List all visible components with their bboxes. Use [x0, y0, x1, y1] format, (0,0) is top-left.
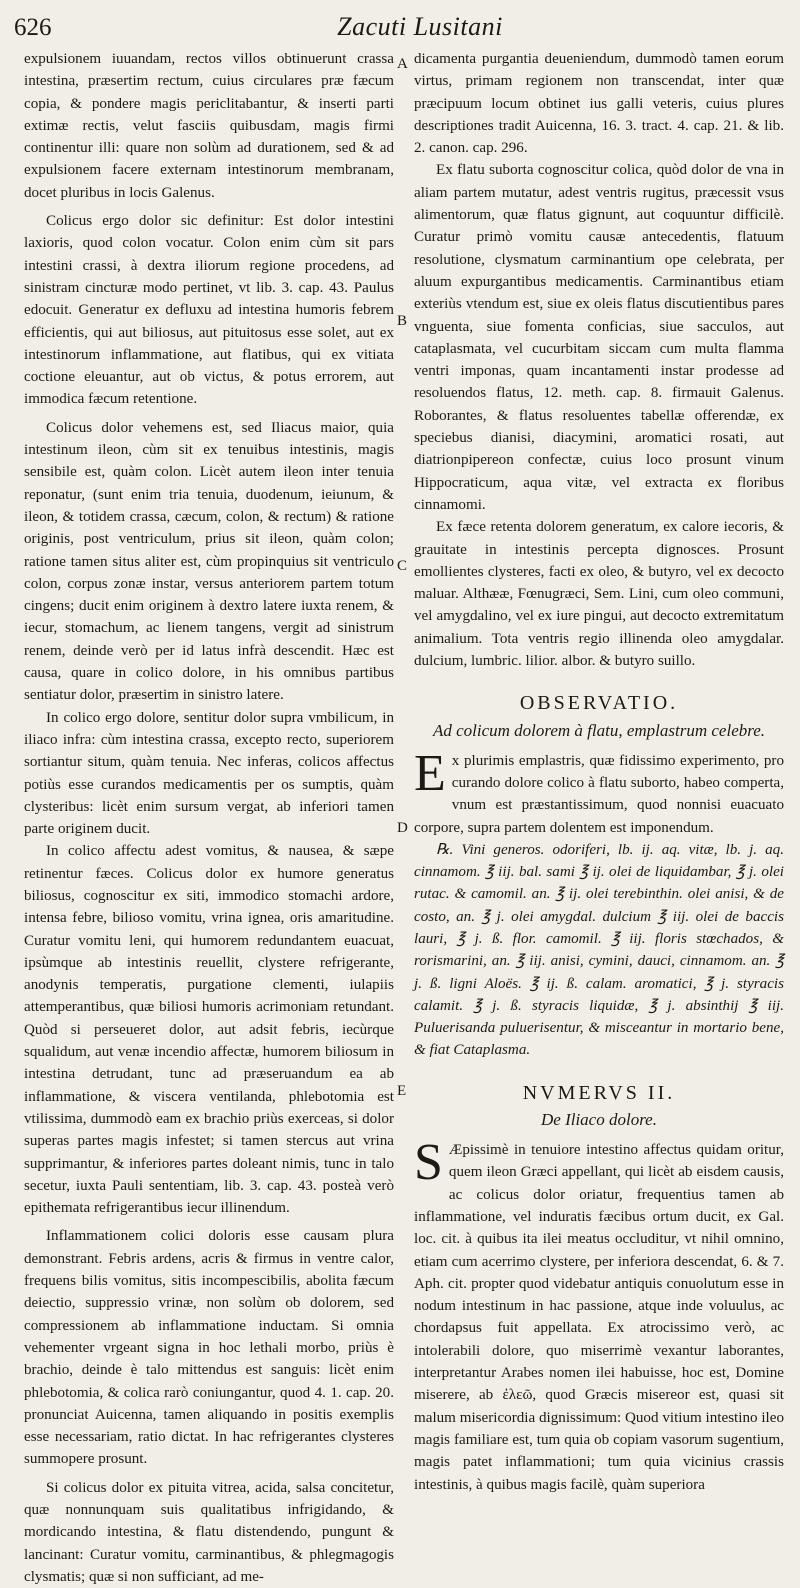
- left-paragraph-2: Colicus ergo dolor sic definitur: Est dolor intestini laxioris, quod colon vocatur. Colon enim cùm sit pars intestini crassi, à dextra iliorum regione procedens, ad sinistram cincturæ modo pertinet, vt lib. 3. cap. 43. Paulus edocuit. Generatur ex defluxu ad intestina humoris febrem efficientis, qui aut biliosus, aut pituitosus esse solet, aut ex intestinorum inflammatione, aut flatibus, qui ex vitiata coctione eleuantur, aut ob victus, & potus errorem, aut immodica fæcum retentione.: [24, 213, 394, 408]
- margin-letter-e: E: [397, 1083, 407, 1099]
- recipe-paragraph: ℞. Vini generos. odoriferi, lb. ij. aq. vitæ, lb. j. aq. cinnamom. ℥ iij. bal. sami ℥ ij. olei de liquidambar, ℥ j. olei rutac. & camomil. an. ℥ ij. olei terebinthin. olei anisi, & de costo, an. ℥ j. olei amygdal. dulcium ℥ iij. olei de baccis lauri, ℥ j. ß. flor. camomil. ℥ iij. floris stœchados, & rorismarini, an. ℥ iij. anisi, cymini, dauci, cinnamom. an. ℥ j. ß. ligni Aloës. ℥ ij. ß. calam. aromatici, ℥ j. styracis calamit. ℥ j. ß. styracis liquidæ, ℥ j. absinthij ℥ iij. Puluerisanda puluerisentur, & misceantur in mortario bene, & fiat Cataplasma.: [414, 841, 784, 1059]
- numerus-text: Æpissimè in tenuiore intestino affectus quidam oritur, quem ileon Græci appellant, qui licèt ab eisdem causis, ac colicus dolor oriatur, frequentius tamen ab inflammatione, vel induratis fæcibus ortum ducit, ex Gal. loc. cit. à quibus ita ilei meatus occluditur, vt nihil omnino, etiam cum acerrimo clystere, per inferiora descendat, 6. & 7. Aph. cit. propter quod videbatur antiquis conuolutum esse in nodum intestinum in hac passione, atque inde voluulus, ac chordapsus fuit appellata. Ex atrocissimo verò, ac intolerabili dolore, quo miserrimè vexantur laborantes, interpretantur Arabes nomen ilei habuisse, hoc est, Domine miserere, ab ἐλεῶ, quod Græcis misereor est, quasi sit malum misericordia dignissimum: Quod vitium intestino ileo magis familiare est, tum quia ob copiam vasorum sugentium, magis patet inflammationi; tum quia vicinius crassis intestinis, à quibus magis facilè, quàm superiora: [414, 1142, 784, 1493]
- left-paragraph-3: Colicus dolor vehemens est, sed Iliacus maior, quia intestinum ileon, cùm sit ex tenuibus intestinis, magis sensibile est, quàm colon. Licèt autem ileon inter tenuia reponatur, (sunt enim tria tenuia, duodenum, ieiunum, & ileon, & totidem crassa, cæcum, colon, & rectum) & ratione originis, post ventriculum, prius sit ileon, quàm colon; ratione tamen situs aliter est, cùm propinquius sit ventriculo colon, corpus zonæ instar, versus anteriorem partem totum cingens; ducit enim originem à dextro latere iuxta renem, & iecur, stomachum, ac lienem tangens, vergit ad sinistrum renem, deinde verò per id latus infrà descendit. Hæc est causa, quare in colico dolore, in his omnibus partibus sentiatur dolor, præsertim in sinistro latere.: [24, 419, 394, 704]
- right-paragraph-1: dicamenta purgantia deueniendum, dummodò tamen eorum virtus, primam regionem non transcendat, inter quæ præcipuum locum obtinet ius galli veteris, cuius plures descriptiones tradit Auicenna, 16. 3. tract. 4. cap. 21. & lib. 2. canon. cap. 296.: [414, 51, 784, 157]
- page-header: [0, 0, 800, 48]
- observatio-dropcap: E: [414, 744, 446, 802]
- observatio-subtitle: Ad colicum dolorem à flatu, emplastrum celebre.: [432, 720, 766, 740]
- left-paragraph-4: In colico ergo dolore, sentitur dolor supra vmbilicum, in iliaco infra: cùm intestina crassa, excepto recto, superiorem sortiantur situm, quàm tenuia. Nec inferas, colicos affectus potiùs esse curandos medicamentis per os sumptis, quàm clysteribus: licèt enim sursum vergat, ab inferiori tamen parte originem ducit.: [24, 709, 394, 838]
- left-paragraph-6: Inflammationem colici doloris esse causam plura demonstrant. Febris ardens, acris & firmus in ventre calor, frequens bilis vomitus, sitis incompescibilis, abolita fæcum deiectio, suppressio vrinæ, non solùm ob dolorem, sed compressionem ab inflammatione inductam. Si omnia vehementer vrgeant signa in hoc lethali morbo, priùs è brachio, deinde è talo mittendus est sanguis: licèt enim phlebotomia, & colica rarò coniungantur, quod 4. 1. cap. 20. pronunciat Auicenna, tamen aliquando in positis exemplis esse necessariam, ratio dictat. In hac refrigerantes clysteres summopere prosunt.: [24, 1228, 394, 1468]
- running-title: Zacuti Lusitani: [337, 12, 503, 41]
- margin-letter-d: D: [397, 820, 408, 836]
- observatio-text: x plurimis emplastris, quæ fidissimo experimento, pro curando dolore colico à flatu suborto, habeo comperta, vnum est præstantissimum, quod nonnisi euacuato corpore, supra partem dolentem est imponendum.: [414, 752, 784, 836]
- numerus-paragraph: [414, 1134, 784, 1496]
- right-paragraph-3: Ex fæce retenta dolorem generatum, ex calore iecoris, & grauitate in intestinis percepta dignosces. Prosunt emollientes clysteres, facti ex oleo, & butyro, vel ex decocto maluar. Althææ, Fœnugræci, Sem. Lini, cum oleo communi, vel amygdalino, vel ex iure pingui, aut decocto extremitatum animalium. Tota ventris regio illinenda oleo amygdalar. dulcium, lumbric. lilior. albor. & butyro suillo.: [414, 519, 784, 670]
- left-paragraph-7: Si colicus dolor ex pituita vitrea, acida, salsa concitetur, quæ nonnunquam suis qualitatibus infrigidando, & mordicando intestina, & flatu distendendo, pungunt & lancinant: Curatur vomitu, carminantibus, & phlegmagogis clysmatis; quæ si non sufficiant, ad me-: [24, 1479, 394, 1585]
- observatio-heading: OBSERVATIO.: [519, 692, 679, 715]
- margin-letter-a: A: [397, 56, 408, 72]
- right-column: [414, 48, 784, 1496]
- margin-letter-c: C: [397, 558, 408, 574]
- left-paragraph-5: In colico affectu adest vomitus, & nausea, & sæpe retinentur fæces. Colicus dolor ex humore generatus biliosus, cognoscitur ex siti, immodico stomachi ardore, intensa febre, bilioso vomitu, vrina ignea, oris amaritudine. Curatur vomitu leni, qui humorem redundantem euacuat, ipsùmque ab intestinis reuellit, clystere refrigerante, anodynis temperatis, purgatione clementi, iulapiis attemperantibus, quæ biliosi humoris acrimoniam retundant. Quòd si perseueret dolor, aut adsit febris, iecùrque squalidum, aut venæ incendio affectæ, humorem biliosum in intestina detrudant, tunc ad præseruandum ea ab inflammatione, & viscera ventilanda, phlebotomia est vtilissima, dummodò eam ex brachio priùs exerceas, si dolor superas partes magis infestet; si tamen stercus aut vrina supprimantur, & inferiores partes doleant nimis, tunc in talo secetur, iuxta Pauli sententiam, lib. 3. cap. 43. posteà verò epithemata refrigerantibus iecur illinendum.: [24, 843, 394, 1217]
- left-paragraph-1: expulsionem iuuandam, rectos villos obtinuerunt crassa intestina, præsertim rectum, cuius circulares præ fæcum copia, & pondere magis periclitabantur, & inserti parti extimæ rectis, velut fasciis quibusdam, magis firmi continentur illi: quare non solùm ad durationem, sed & ad expulsionem facere externam intestinorum membranam, docet pluribus in locis Galenus.: [24, 51, 394, 201]
- left-column: [24, 48, 394, 1588]
- observatio-paragraph: [414, 744, 784, 839]
- numerus-dropcap: S: [414, 1134, 443, 1192]
- numerus-heading: NVMERVS II.: [522, 1081, 676, 1104]
- numerus-subtitle: De Iliaco dolore.: [541, 1110, 657, 1130]
- right-paragraph-2: Ex flatu suborta cognoscitur colica, quòd dolor de vna in aliam partem mutatur, adest ventris rugitus, præcessit vsus alimentorum, quæ flatus gignunt, aut coquuntur difficilè. Curatur primò vomitu causæ antecedentis, flatuum resolutione, clysmatum carminantium ope celebrata, per aluum expurgantibus medicamentis. Carminantibus etiam exteriùs vtendum est, siue ex oleis flatus discutientibus pares vnguenta, siue fomenta conficias, siue sacculos, aut cataplasmata, vel cucurbitam siccam cum multa flamma ventri imponas, quam incantamenti instar prodesse ad resoluendos flatus, 12. meth. cap. 8. firmauit Galenus. Roborantes, & flatus resoluentes tabellæ offerendæ, ex speciebus dianisi, diacymini, aromatici rosati, aut diatrionpipereon confectæ, cuius loco prosunt vinum Hippocraticum, aqua vitæ, vel extracta ex floribus cinnamomi.: [414, 162, 784, 513]
- page-number: 626: [14, 14, 52, 41]
- margin-letter-b: B: [397, 313, 408, 329]
